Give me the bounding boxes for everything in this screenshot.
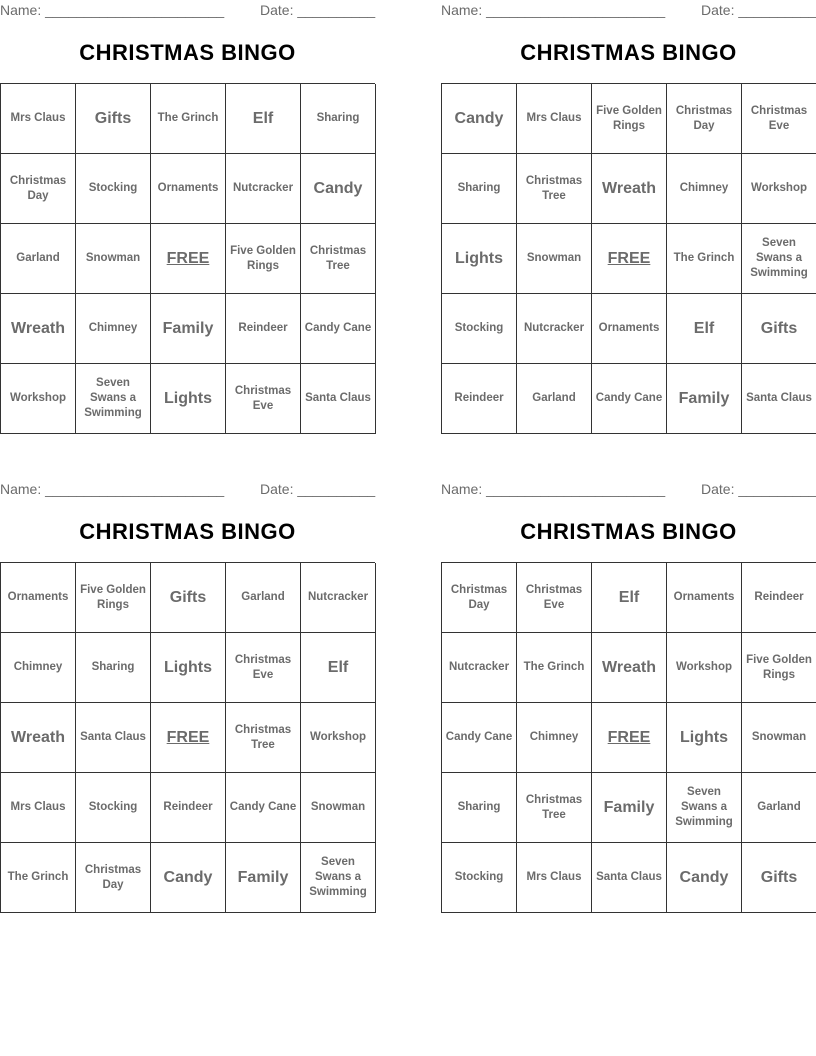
bingo-cell[interactable]: Snowman: [76, 224, 151, 294]
bingo-cell[interactable]: Christmas Eve: [742, 84, 816, 154]
bingo-cell[interactable]: Lights: [151, 364, 226, 434]
date-field[interactable]: Date: __________: [260, 481, 376, 497]
bingo-cell[interactable]: Candy Cane: [301, 294, 376, 364]
bingo-card-3: [0, 479, 375, 914]
bingo-cell[interactable]: Christmas Eve: [517, 563, 592, 633]
bingo-cell[interactable]: Gifts: [742, 843, 816, 913]
bingo-cell[interactable]: Nutcracker: [226, 154, 301, 224]
date-field[interactable]: Date: __________: [701, 481, 816, 497]
bingo-cell[interactable]: Elf: [226, 84, 301, 154]
bingo-cell[interactable]: Candy: [151, 843, 226, 913]
bingo-cell[interactable]: Snowman: [742, 703, 816, 773]
date-field[interactable]: Date: __________: [260, 2, 376, 18]
free-space-cell[interactable]: FREE: [592, 224, 667, 294]
bingo-cell[interactable]: Chimney: [1, 633, 76, 703]
bingo-cell[interactable]: Mrs Claus: [1, 84, 76, 154]
bingo-cell[interactable]: Wreath: [1, 703, 76, 773]
bingo-card-2: [441, 0, 816, 435]
bingo-cell[interactable]: Christmas Tree: [517, 154, 592, 224]
bingo-cell[interactable]: Garland: [742, 773, 816, 843]
card-title: CHRISTMAS BINGO: [520, 40, 737, 65]
bingo-card-1: [0, 0, 375, 435]
bingo-cell[interactable]: Family: [226, 843, 301, 913]
bingo-grid: [0, 83, 375, 434]
bingo-cell[interactable]: Christmas Tree: [517, 773, 592, 843]
bingo-cell[interactable]: Mrs Claus: [1, 773, 76, 843]
bingo-cell[interactable]: Christmas Tree: [226, 703, 301, 773]
bingo-cell[interactable]: Nutcracker: [442, 633, 517, 703]
bingo-cell[interactable]: Chimney: [667, 154, 742, 224]
bingo-grid: [441, 83, 816, 434]
bingo-cell[interactable]: Workshop: [667, 633, 742, 703]
bingo-cell[interactable]: Santa Claus: [301, 364, 376, 434]
bingo-cell[interactable]: Santa Claus: [76, 703, 151, 773]
date-field[interactable]: Date: __________: [701, 2, 816, 18]
name-field[interactable]: Name: _______________________: [0, 481, 225, 497]
bingo-cell[interactable]: The Grinch: [517, 633, 592, 703]
bingo-cell[interactable]: Ornaments: [151, 154, 226, 224]
bingo-cell[interactable]: Family: [151, 294, 226, 364]
name-field[interactable]: Name: _______________________: [441, 2, 666, 18]
bingo-cell[interactable]: Gifts: [76, 84, 151, 154]
bingo-cell[interactable]: Christmas Day: [1, 154, 76, 224]
bingo-cell[interactable]: Nutcracker: [301, 563, 376, 633]
bingo-cell[interactable]: Mrs Claus: [517, 84, 592, 154]
bingo-cell[interactable]: Wreath: [592, 633, 667, 703]
bingo-cell[interactable]: Family: [592, 773, 667, 843]
bingo-grid: [441, 562, 816, 913]
bingo-cell[interactable]: Christmas Tree: [301, 224, 376, 294]
bingo-cell[interactable]: Wreath: [592, 154, 667, 224]
bingo-cell[interactable]: Santa Claus: [742, 364, 816, 434]
free-space-cell[interactable]: FREE: [151, 224, 226, 294]
bingo-cell[interactable]: Workshop: [742, 154, 816, 224]
bingo-cell[interactable]: Ornaments: [667, 563, 742, 633]
bingo-cell[interactable]: Candy: [442, 84, 517, 154]
bingo-cell[interactable]: Stocking: [76, 773, 151, 843]
name-field[interactable]: Name: _______________________: [441, 481, 666, 497]
bingo-cell[interactable]: The Grinch: [151, 84, 226, 154]
bingo-cell[interactable]: Chimney: [517, 703, 592, 773]
bingo-cell[interactable]: Family: [667, 364, 742, 434]
bingo-cell[interactable]: Five Golden Rings: [742, 633, 816, 703]
bingo-cell[interactable]: Santa Claus: [592, 843, 667, 913]
bingo-cell[interactable]: Stocking: [442, 843, 517, 913]
bingo-cell[interactable]: Candy: [667, 843, 742, 913]
bingo-cell[interactable]: Five Golden Rings: [76, 563, 151, 633]
bingo-cell[interactable]: Christmas Eve: [226, 633, 301, 703]
bingo-cell[interactable]: The Grinch: [1, 843, 76, 913]
free-space-cell[interactable]: FREE: [592, 703, 667, 773]
bingo-cell[interactable]: Lights: [151, 633, 226, 703]
bingo-cell[interactable]: Workshop: [1, 364, 76, 434]
bingo-cell[interactable]: Candy: [301, 154, 376, 224]
bingo-cell[interactable]: Stocking: [442, 294, 517, 364]
bingo-cell[interactable]: Garland: [517, 364, 592, 434]
bingo-cell[interactable]: Snowman: [517, 224, 592, 294]
bingo-cell[interactable]: Chimney: [76, 294, 151, 364]
bingo-cell[interactable]: Sharing: [442, 154, 517, 224]
bingo-cell[interactable]: Candy Cane: [592, 364, 667, 434]
bingo-cell[interactable]: Sharing: [301, 84, 376, 154]
bingo-cell[interactable]: Elf: [592, 563, 667, 633]
card-title: CHRISTMAS BINGO: [79, 519, 296, 544]
bingo-cell[interactable]: Reindeer: [151, 773, 226, 843]
bingo-card-4: [441, 479, 816, 914]
bingo-cell[interactable]: Seven Swans a Swimming: [76, 364, 151, 434]
bingo-cell[interactable]: Lights: [442, 224, 517, 294]
bingo-cell[interactable]: Reindeer: [742, 563, 816, 633]
bingo-cell[interactable]: The Grinch: [667, 224, 742, 294]
bingo-cell[interactable]: Garland: [1, 224, 76, 294]
bingo-cell[interactable]: Wreath: [1, 294, 76, 364]
bingo-cell[interactable]: Candy Cane: [226, 773, 301, 843]
bingo-cell[interactable]: Ornaments: [592, 294, 667, 364]
name-field[interactable]: Name: _______________________: [0, 2, 225, 18]
bingo-cell[interactable]: Mrs Claus: [517, 843, 592, 913]
bingo-cell[interactable]: Five Golden Rings: [226, 224, 301, 294]
bingo-cell[interactable]: Elf: [301, 633, 376, 703]
bingo-cell[interactable]: Workshop: [301, 703, 376, 773]
bingo-cell[interactable]: Christmas Day: [442, 563, 517, 633]
bingo-cell[interactable]: Seven Swans a Swimming: [301, 843, 376, 913]
free-space-cell[interactable]: FREE: [151, 703, 226, 773]
bingo-cell[interactable]: Nutcracker: [517, 294, 592, 364]
card-title: CHRISTMAS BINGO: [520, 519, 737, 544]
bingo-cell[interactable]: Ornaments: [1, 563, 76, 633]
card-title: CHRISTMAS BINGO: [79, 40, 296, 65]
bingo-cell[interactable]: Candy Cane: [442, 703, 517, 773]
bingo-cell[interactable]: Christmas Day: [76, 843, 151, 913]
bingo-cell[interactable]: Stocking: [76, 154, 151, 224]
bingo-cell[interactable]: Reindeer: [442, 364, 517, 434]
bingo-cell[interactable]: Lights: [667, 703, 742, 773]
bingo-cell[interactable]: Christmas Eve: [226, 364, 301, 434]
bingo-cell[interactable]: Snowman: [301, 773, 376, 843]
bingo-cell[interactable]: Christmas Day: [667, 84, 742, 154]
bingo-cell[interactable]: Gifts: [742, 294, 816, 364]
bingo-cell[interactable]: Sharing: [442, 773, 517, 843]
bingo-cell[interactable]: Sharing: [76, 633, 151, 703]
bingo-cell[interactable]: Garland: [226, 563, 301, 633]
bingo-grid: [0, 562, 375, 913]
bingo-cell[interactable]: Five Golden Rings: [592, 84, 667, 154]
bingo-cell[interactable]: Gifts: [151, 563, 226, 633]
bingo-cell[interactable]: Seven Swans a Swimming: [742, 224, 816, 294]
bingo-cell[interactable]: Elf: [667, 294, 742, 364]
bingo-cell[interactable]: Reindeer: [226, 294, 301, 364]
bingo-cell[interactable]: Seven Swans a Swimming: [667, 773, 742, 843]
